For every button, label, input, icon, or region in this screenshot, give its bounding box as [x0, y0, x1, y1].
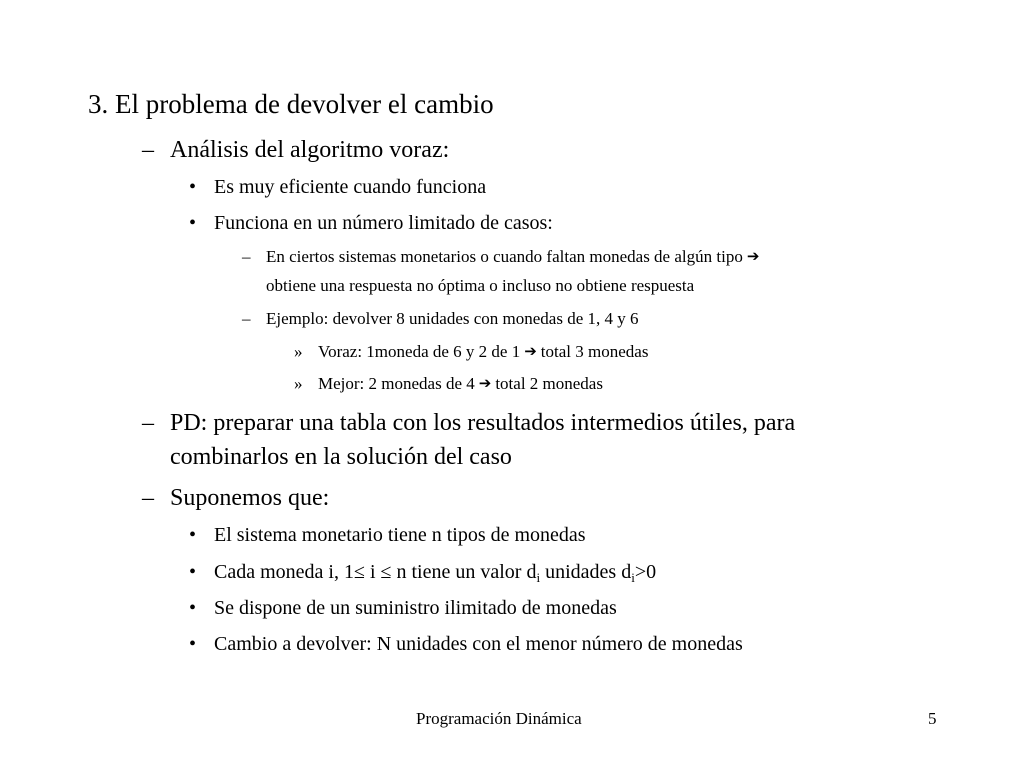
- pd-description-continuation: combinarlos en la solución del caso: [170, 444, 512, 470]
- coin-value-text-e: >0: [634, 561, 657, 583]
- subscript-i: i: [631, 570, 635, 585]
- coin-value-text-b: i: [364, 561, 381, 583]
- right-arrow-icon: ➔: [524, 342, 537, 360]
- bullet-marker: •: [189, 176, 197, 198]
- subscript-i: i: [536, 570, 541, 585]
- chevron-marker: »: [294, 342, 303, 361]
- coin-value-text-d: unidades d: [540, 561, 632, 583]
- dash-marker: –: [142, 485, 154, 511]
- example-greedy-text: Voraz: 1moneda de 6 y 2 de 1: [318, 342, 521, 361]
- coin-value-text-a: Cada moneda i, 1: [214, 561, 354, 583]
- pd-description: PD: preparar una tabla con los resultados intermedios útiles, para: [170, 410, 796, 436]
- less-equal-symbol: ≤: [353, 561, 365, 583]
- less-equal-symbol: ≤: [380, 561, 392, 583]
- bullet-marker: •: [189, 212, 197, 234]
- right-arrow-icon: ➔: [478, 374, 492, 392]
- case-monetary-systems: [266, 248, 763, 265]
- dash-marker: –: [142, 410, 154, 436]
- chevron-marker: »: [294, 374, 303, 393]
- right-arrow-icon: ➔: [746, 247, 760, 265]
- case-monetary-text: En ciertos sistemas monetarios o cuando faltan monedas de algún tipo: [266, 247, 743, 266]
- dash-marker: –: [242, 309, 251, 328]
- bullet-limited-cases: Funciona en un número limitado de casos:: [214, 212, 553, 234]
- dash-marker: –: [142, 137, 154, 163]
- bullet-change-goal: Cambio a devolver: N unidades con el menor número de monedas: [214, 633, 743, 655]
- assume-title: Suponemos que:: [170, 485, 330, 511]
- bullet-marker: •: [189, 597, 197, 619]
- example-greedy: [318, 343, 648, 360]
- bullet-marker: •: [189, 633, 197, 655]
- coin-value-text-c: n tiene un valor d: [391, 561, 537, 583]
- bullet-unlimited-supply: Se dispone de un suministro ilimitado de monedas: [214, 597, 617, 619]
- example-greedy-total: total 3 monedas: [540, 342, 649, 361]
- analysis-title: Análisis del algoritmo voraz:: [170, 137, 450, 163]
- case-example: Ejemplo: devolver 8 unidades con monedas de 1, 4 y 6: [266, 309, 639, 328]
- footer-title: Programación Dinámica: [416, 709, 582, 728]
- example-better-total: total 2 monedas: [495, 374, 603, 393]
- page-number: 5: [928, 709, 937, 728]
- example-better: [318, 375, 603, 392]
- bullet-efficient: Es muy eficiente cuando funciona: [214, 176, 487, 198]
- slide-heading: 3. El problema de devolver el cambio: [88, 89, 494, 119]
- bullet-marker: •: [189, 524, 197, 546]
- example-better-text: Mejor: 2 monedas de 4: [318, 374, 475, 393]
- case-monetary-continuation: obtiene una respuesta no óptima o incluso no obtiene respuesta: [266, 276, 695, 295]
- bullet-marker: •: [189, 561, 197, 583]
- dash-marker: –: [242, 247, 251, 266]
- bullet-coin-value: [214, 562, 656, 584]
- bullet-coin-types: El sistema monetario tiene n tipos de monedas: [214, 524, 586, 546]
